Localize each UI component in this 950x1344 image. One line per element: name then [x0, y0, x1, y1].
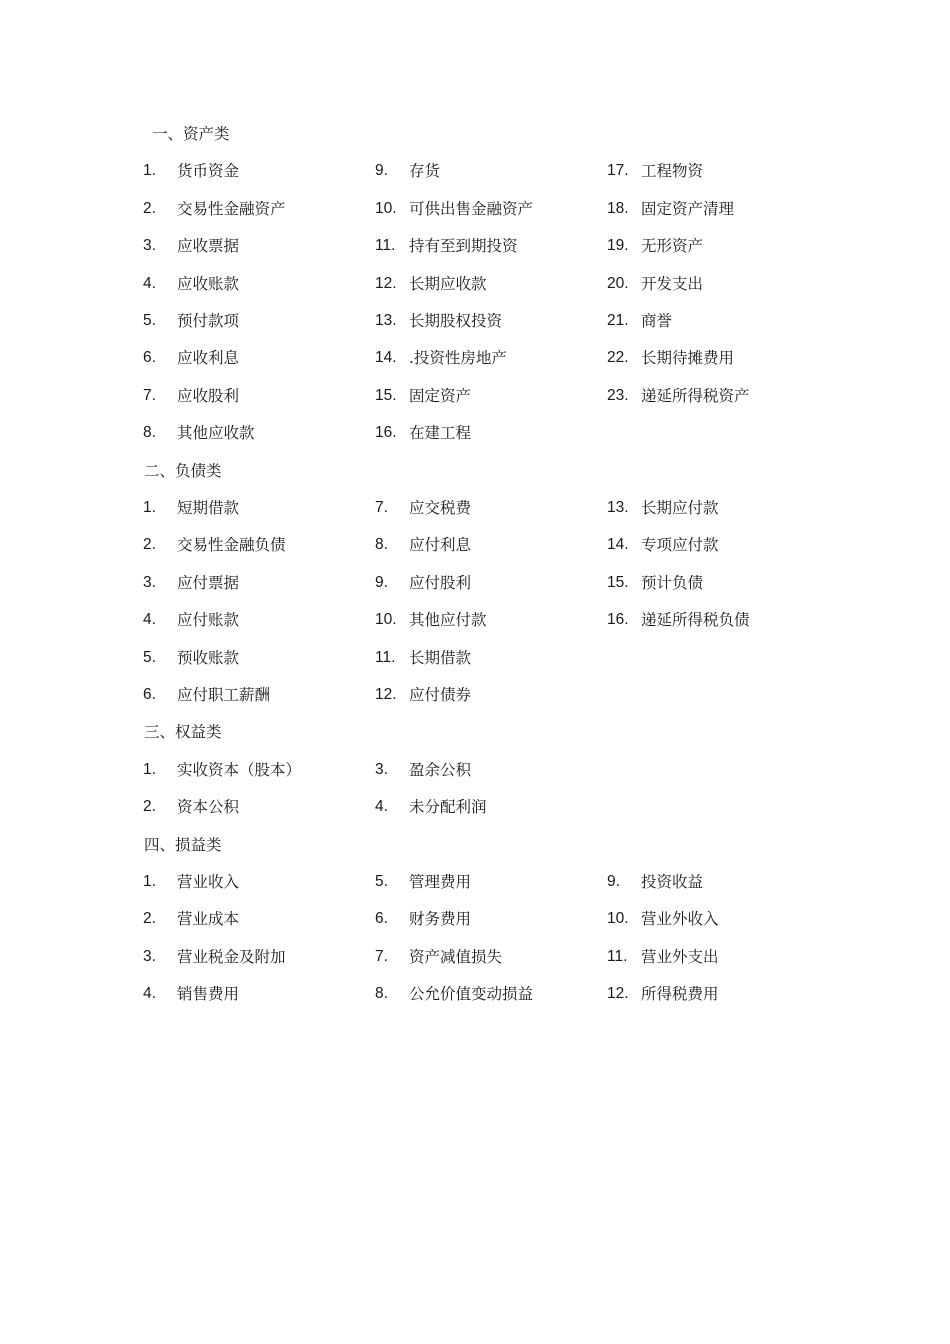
item-label: 其他应收款: [177, 424, 255, 443]
item-label: 预计负债: [641, 573, 704, 592]
item-number: 12.: [375, 274, 397, 292]
item-number: 3.: [143, 237, 156, 255]
item-label: 固定资产清理: [641, 199, 735, 218]
item-number: 20.: [607, 274, 629, 292]
item-number: 10.: [375, 199, 397, 217]
item-number: 8.: [143, 424, 156, 442]
item-label: 存货: [409, 162, 441, 181]
item-label: 资产减值损失: [409, 947, 503, 966]
item-number: 14.: [375, 349, 397, 367]
item-label: 长期应收款: [409, 274, 487, 293]
item-number: 19.: [607, 237, 629, 255]
item-number: 2.: [143, 199, 156, 217]
item-label: 交易性金融负债: [177, 536, 286, 555]
item-label: 开发支出: [641, 274, 704, 293]
section-heading: 四、损益类: [144, 835, 222, 854]
item-label: 营业成本: [177, 910, 240, 929]
item-label: 应付利息: [409, 536, 472, 555]
item-label: 未分配利润: [409, 798, 487, 817]
item-number: 16.: [607, 611, 629, 629]
item-number: 5.: [375, 873, 388, 890]
item-label: 工程物资: [641, 162, 704, 181]
item-label: 应付股利: [409, 573, 472, 592]
item-number: 9.: [375, 162, 388, 180]
item-number: 11.: [375, 648, 396, 666]
item-number: 1.: [143, 499, 156, 516]
item-label: 预付款项: [177, 312, 240, 330]
item-number: 22.: [607, 349, 629, 367]
item-number: 1.: [143, 760, 156, 778]
section-heading: 一、资产类: [152, 125, 230, 143]
item-label: 公允价值变动损益: [409, 985, 534, 1004]
item-number: 3.: [143, 573, 156, 591]
item-number: 4.: [375, 798, 388, 816]
item-label: 长期股权投资: [409, 312, 503, 330]
item-number: 21.: [607, 312, 629, 329]
item-label: 营业外收入: [641, 910, 719, 929]
item-number: 10.: [375, 611, 397, 629]
item-label: 应收票据: [177, 237, 240, 256]
item-label: 营业外支出: [641, 947, 719, 966]
item-number: 18.: [607, 199, 629, 217]
item-label: 货币资金: [177, 162, 240, 181]
item-label: 递延所得税资产: [641, 386, 750, 405]
item-number: 16.: [375, 424, 397, 442]
item-number: 9.: [607, 873, 620, 890]
item-number: 2.: [143, 910, 156, 928]
item-number: 6.: [143, 686, 156, 703]
item-label: 其他应付款: [409, 611, 487, 630]
item-label: 可供出售金融资产: [409, 199, 534, 218]
item-number: 7.: [375, 499, 388, 516]
item-label: 无形资产: [641, 237, 704, 256]
item-number: 12.: [607, 985, 629, 1003]
item-label: 商誉: [641, 312, 673, 330]
item-number: 3.: [375, 760, 388, 778]
item-label: 应付债券: [409, 686, 472, 704]
item-label: 实收资本（股本）: [177, 760, 302, 779]
item-label: 应收账款: [177, 274, 240, 293]
item-number: 11.: [375, 237, 396, 255]
item-label: 应付账款: [177, 611, 240, 630]
item-number: 15.: [375, 386, 397, 404]
item-label: 递延所得税负债: [641, 611, 750, 630]
item-label: 投资收益: [641, 873, 704, 891]
item-label: 持有至到期投资: [409, 237, 518, 256]
item-number: 5.: [143, 648, 156, 666]
item-label: 长期借款: [409, 648, 472, 667]
item-number: 11.: [607, 947, 628, 965]
item-label: 财务费用: [409, 910, 472, 929]
item-number: 6.: [375, 910, 388, 928]
item-label: 预收账款: [177, 648, 240, 667]
item-number: 4.: [143, 274, 156, 292]
item-label: 营业收入: [177, 873, 240, 891]
item-number: 13.: [607, 499, 629, 516]
item-number: 8.: [375, 985, 388, 1003]
item-number: 2.: [143, 798, 156, 816]
item-number: 1.: [143, 162, 156, 180]
item-number: 10.: [607, 910, 629, 928]
item-number: 4.: [143, 611, 156, 629]
item-label: 营业税金及附加: [177, 947, 286, 966]
item-label: 在建工程: [409, 424, 472, 443]
item-number: 15.: [607, 573, 629, 591]
section-heading: 三、权益类: [144, 723, 222, 742]
item-label: .投资性房地产: [409, 349, 507, 368]
item-label: 销售费用: [177, 985, 240, 1004]
item-number: 5.: [143, 312, 156, 329]
item-number: 7.: [143, 386, 156, 404]
item-label: 应交税费: [409, 499, 472, 517]
item-label: 资本公积: [177, 798, 240, 817]
item-label: 管理费用: [409, 873, 472, 891]
item-label: 短期借款: [177, 499, 240, 517]
item-label: 应收股利: [177, 386, 240, 405]
item-number: 23.: [607, 386, 629, 404]
item-label: 交易性金融资产: [177, 199, 286, 218]
item-number: 1.: [143, 873, 156, 890]
item-number: 17.: [607, 162, 629, 180]
item-number: 8.: [375, 536, 388, 554]
item-label: 长期应付款: [641, 499, 719, 517]
item-label: 固定资产: [409, 386, 472, 405]
item-number: 14.: [607, 536, 629, 554]
item-number: 9.: [375, 573, 388, 591]
item-number: 4.: [143, 985, 156, 1003]
section-heading: 二、负债类: [144, 461, 222, 480]
item-label: 应付职工薪酬: [177, 686, 271, 704]
item-label: 长期待摊费用: [641, 349, 735, 368]
item-label: 所得税费用: [641, 985, 719, 1004]
item-number: 3.: [143, 947, 156, 965]
item-number: 2.: [143, 536, 156, 554]
item-number: 6.: [143, 349, 156, 367]
item-label: 盈余公积: [409, 760, 472, 779]
item-label: 专项应付款: [641, 536, 719, 555]
item-number: 13.: [375, 312, 397, 329]
item-number: 7.: [375, 947, 388, 965]
item-number: 12.: [375, 686, 397, 703]
item-label: 应收利息: [177, 349, 240, 368]
item-label: 应付票据: [177, 573, 240, 592]
